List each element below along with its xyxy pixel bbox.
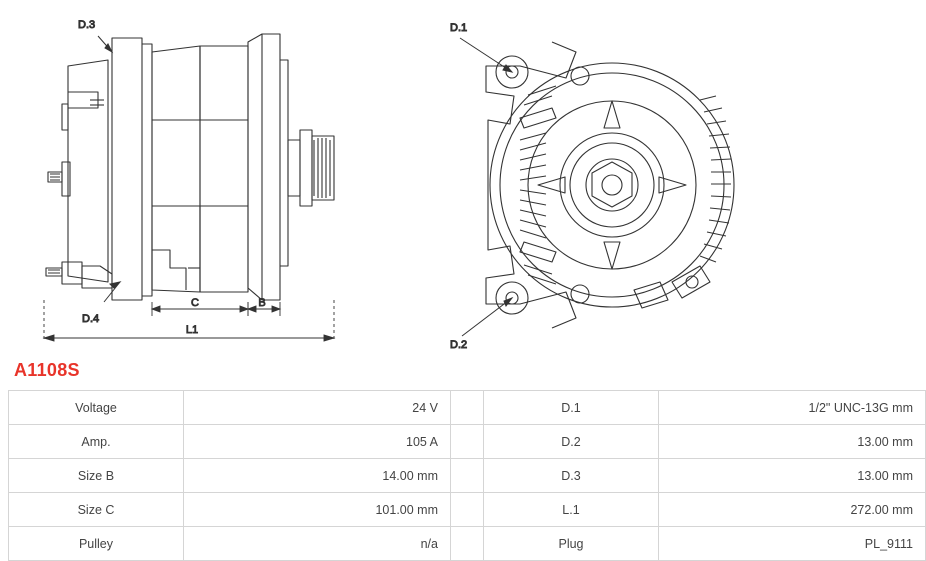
table-row [9,459,926,493]
table-row [9,425,926,459]
spec-label: D.3 [484,459,659,493]
spec-label: Plug [484,527,659,561]
dimension-l1-label: L1 [185,324,199,336]
spec-value: PL_9111 [659,527,926,561]
spec-value: 14.00 mm [184,459,451,493]
spec-value: 1/2" UNC-13G mm [659,391,926,425]
side-view-leaders [78,19,120,325]
table-row [9,391,926,425]
table-row [9,527,926,561]
callout-d2-label: D.2 [450,339,468,351]
spec-value: n/a [184,527,451,561]
spec-label: L.1 [484,493,659,527]
dimension-c-label: C [191,297,199,309]
spec-label: D.2 [484,425,659,459]
spec-value: 272.00 mm [659,493,926,527]
spec-label: Size C [9,493,184,527]
spec-value: 13.00 mm [659,459,926,493]
spec-value: 105 A [184,425,451,459]
spec-value: 13.00 mm [659,425,926,459]
table-spacer [451,425,484,459]
spec-label: Pulley [9,527,184,561]
table-spacer [451,391,484,425]
end-view-leaders [450,22,512,351]
callout-d1-label: D.1 [450,22,468,34]
table-spacer [451,493,484,527]
end-view-drawing [486,42,734,328]
specification-table [8,390,926,561]
spec-label: Size B [9,459,184,493]
callout-d4-label: D.4 [82,313,100,325]
spec-value: 101.00 mm [184,493,451,527]
spec-label: D.1 [484,391,659,425]
spec-label: Voltage [9,391,184,425]
side-view-drawing [46,34,334,300]
table-spacer [451,459,484,493]
spec-label: Amp. [9,425,184,459]
dimension-b-label: B [258,297,266,309]
table-row [9,493,926,527]
page-title: A1108S [14,360,80,380]
table-spacer [451,527,484,561]
spec-value: 24 V [184,391,451,425]
callout-d3-label: D.3 [78,19,96,31]
